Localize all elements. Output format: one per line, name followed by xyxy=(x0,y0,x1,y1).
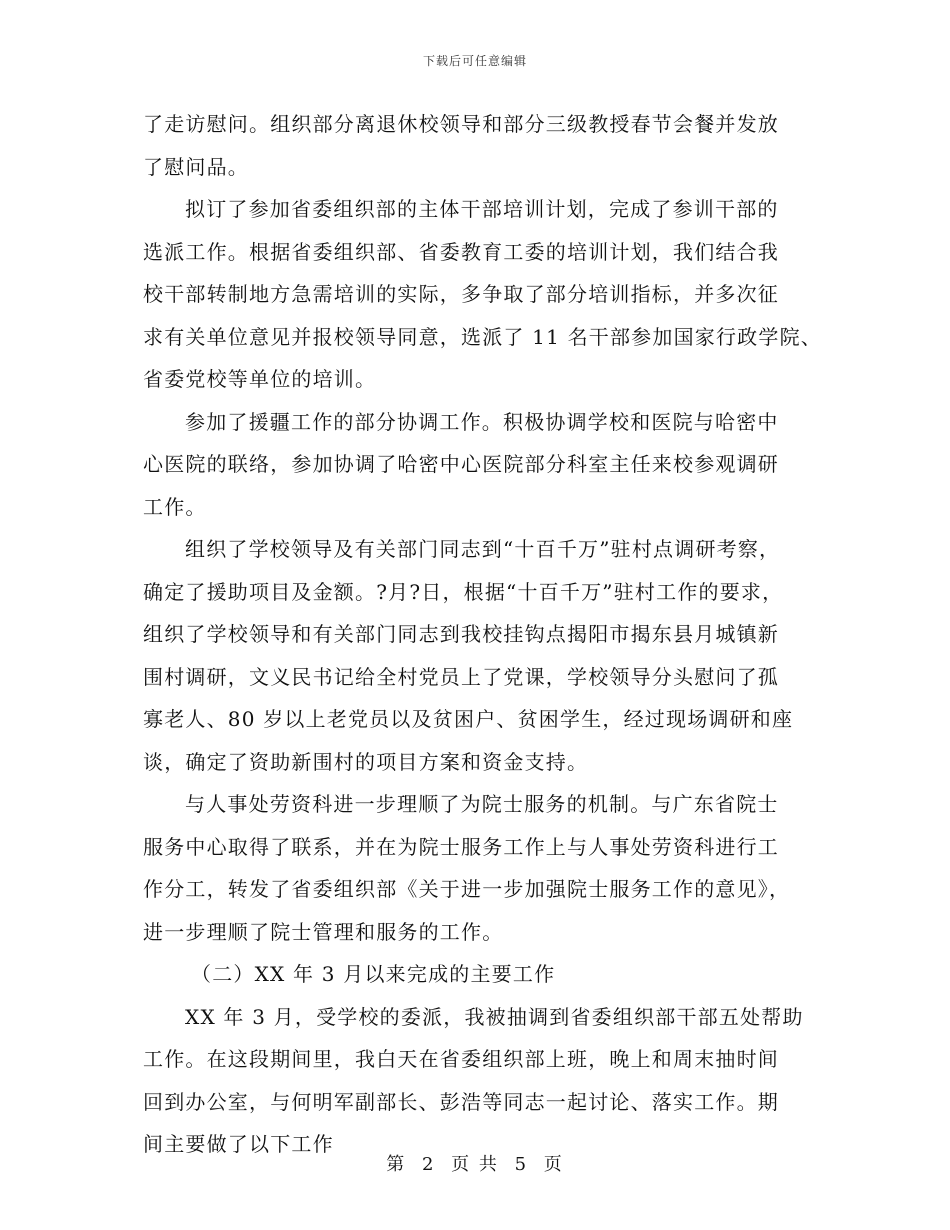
text-line: 拟订了参加省委组织部的主体干部培训计划，完成了参训干部的 xyxy=(185,197,779,221)
text-line: 作分工，转发了省委组织部《关于进一步加强院士服务工作的意见》， xyxy=(143,877,791,901)
text-line: 回到办公室，与何明军副部长、彭浩等同志一起讨论、落实工作。期 xyxy=(143,1089,779,1114)
text-line: 进一步理顺了院士管理和服务的工作。 xyxy=(143,919,504,944)
text-line: 组织了学校领导及有关部门同志到“十百千万”驻村点调研考察， xyxy=(185,537,781,561)
document-body xyxy=(143,103,823,1166)
text-line: 围村调研，文义民书记给全村党员上了党课，学校领导分头慰问了孤 xyxy=(143,664,779,689)
text-line: 校干部转制地方急需培训的实际，多争取了部分培训指标，并多次征 xyxy=(143,282,779,306)
text-line: 工作。在这段期间里，我白天在省委组织部上班，晚上和周末抽时间 xyxy=(143,1047,779,1071)
section-heading: （二）XX 年 3 月以来完成的主要工作 xyxy=(191,962,556,986)
text-line: 寡老人、80 岁以上老党员以及贫困户、贫困学生，经过现场调研和座 xyxy=(143,707,794,731)
page-number-footer xyxy=(0,1150,950,1176)
text-line: 省委党校等单位的培训。 xyxy=(143,367,377,391)
current-page-number: 2 xyxy=(421,1154,436,1175)
total-page-count: 5 xyxy=(514,1154,529,1175)
page-header-note: 下载后可任意编辑 xyxy=(422,54,527,68)
text-line: 服务中心取得了联系，并在为院士服务工作上与人事处劳资科进行工 xyxy=(143,834,779,859)
text-line: 心医院的联络，参加协调了哈密中心医院部分科室主任来校参观调研 xyxy=(143,452,779,476)
footer-prefix: 第 xyxy=(386,1154,407,1175)
text-line: 选派工作。根据省委组织部、省委教育工委的培训计划，我们结合我 xyxy=(143,239,779,264)
text-line: 参加了援疆工作的部分协调工作。积极协调学校和医院与哈密中 xyxy=(185,409,779,434)
text-line: XX 年 3 月，受学校的委派，我被抽调到省委组织部干部五处帮助 xyxy=(185,1004,804,1029)
text-line: 了走访慰问。组织部分离退休校领导和部分三级教授春节会餐并发放 xyxy=(143,112,779,136)
text-line: 求有关单位意见并报校领导同意，选派了 11 名干部参加国家行政学院、 xyxy=(143,324,822,349)
text-line: 确定了援助项目及金额。?月?日，根据“十百千万”驻村工作的要求， xyxy=(143,579,784,604)
text-line: 与人事处劳资科进一步理顺了为院士服务的机制。与广东省院士 xyxy=(185,792,779,816)
text-line: 工作。 xyxy=(143,494,207,519)
text-line: 谈，确定了资助新围村的项目方案和资金支持。 xyxy=(143,749,589,774)
text-line: 了慰问品。 xyxy=(143,154,249,179)
text-line: 组织了学校领导和有关部门同志到我校挂钩点揭阳市揭东县月城镇新 xyxy=(143,622,779,646)
footer-suffix: 页 xyxy=(543,1154,564,1175)
footer-middle: 页 共 xyxy=(451,1154,499,1175)
text-line: 间主要做了以下工作 xyxy=(143,1132,334,1156)
